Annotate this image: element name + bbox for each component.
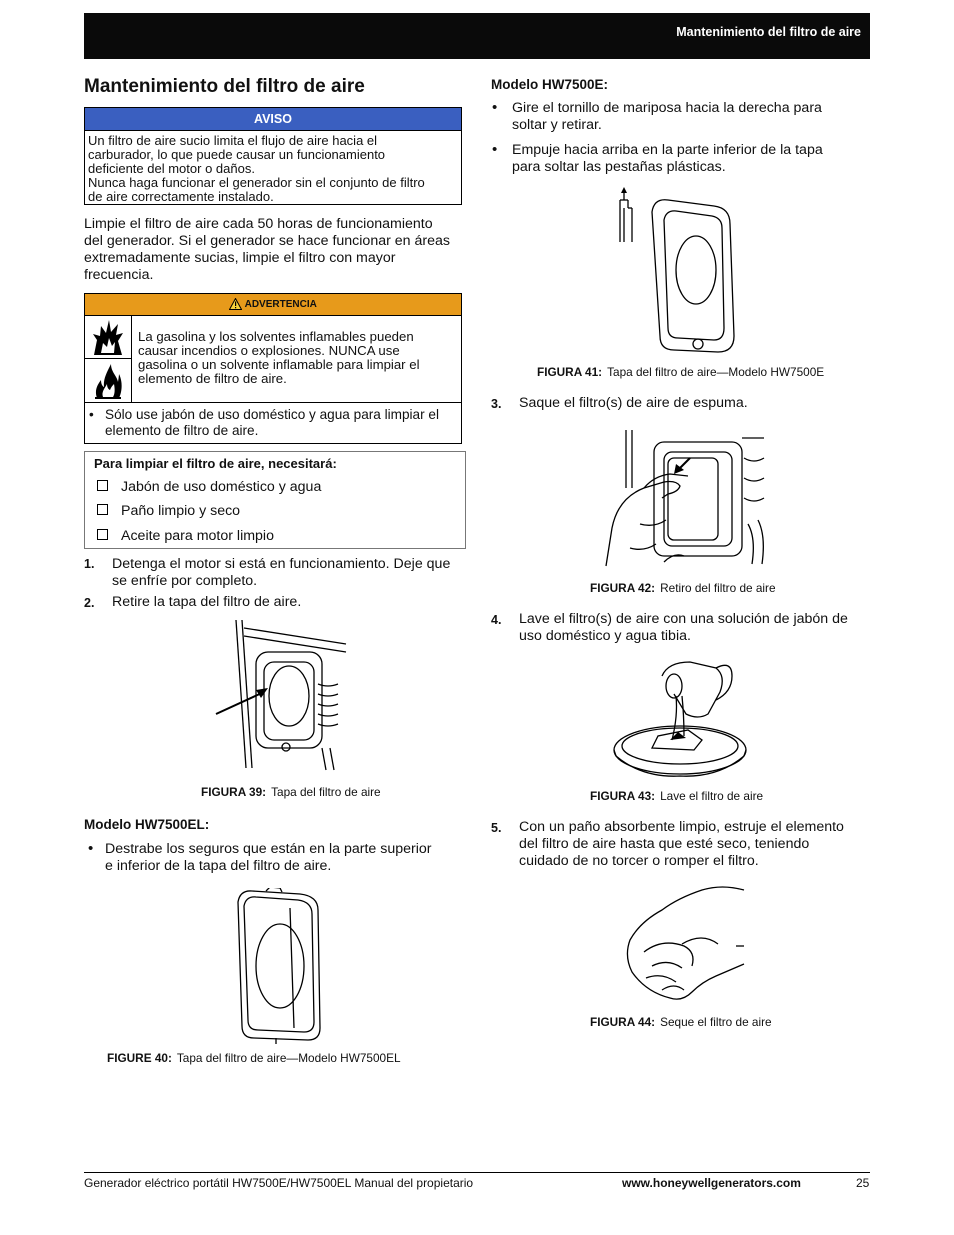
bullet-line: soltar y retirar. bbox=[512, 117, 602, 133]
intro-line: del generador. Si el generador se hace funcionar en áreas bbox=[84, 233, 450, 249]
step-number: 5. bbox=[491, 821, 502, 835]
step-line: Lave el filtro(s) de aire con una solución de jabón de bbox=[519, 611, 848, 627]
step-4-text bbox=[519, 611, 869, 645]
figure-39-illustration bbox=[214, 618, 348, 774]
caption-text: Retiro del filtro de aire bbox=[660, 581, 776, 595]
caption-label: FIGURE 40: bbox=[107, 1051, 172, 1065]
figure-41-illustration bbox=[612, 186, 752, 358]
step-number: 2. bbox=[84, 596, 95, 610]
supply-item bbox=[97, 528, 274, 544]
bullet-line: para soltar las pestañas plásticas. bbox=[512, 159, 726, 175]
warning-header bbox=[85, 294, 461, 316]
supply-item bbox=[97, 479, 321, 495]
step-line: del filtro de aire hasta que esté seco, teniendo bbox=[519, 836, 810, 852]
caption-text: Tapa del filtro de aire—Modelo HW7500EL bbox=[176, 1051, 401, 1065]
header-title: Mantenimiento del filtro de aire bbox=[676, 25, 861, 39]
model-el-bullet bbox=[105, 841, 465, 875]
model-e-heading: Modelo HW7500E: bbox=[491, 77, 609, 92]
notice-text-line: de aire correctamente instalado. bbox=[88, 189, 274, 204]
warning-text-line: causar incendios o explosiones. NUNCA use bbox=[138, 343, 400, 358]
step-2-text: Retire la tapa del filtro de aire. bbox=[112, 594, 302, 610]
notice-text-line: carburador, lo que puede causar un funcionamiento bbox=[88, 147, 386, 162]
notice-text-line: Un filtro de aire sucio limita el flujo de aire hacia el bbox=[88, 133, 378, 148]
warning-text-line: gasolina o un solvente inflamable para limpiar el bbox=[138, 357, 420, 372]
figure-39-caption bbox=[201, 785, 381, 799]
checkbox-icon bbox=[97, 529, 108, 540]
figure-41-caption bbox=[537, 365, 824, 379]
caption-label: FIGURA 39: bbox=[201, 785, 267, 799]
checkbox-icon bbox=[97, 480, 108, 491]
supply-item bbox=[97, 503, 240, 519]
caption-text: Tapa del filtro de aire—Modelo HW7500E bbox=[607, 365, 825, 379]
bullet-line: Empuje hacia arriba en la parte inferior de la tapa bbox=[512, 142, 823, 158]
warning-text-line: elemento de filtro de aire. bbox=[138, 371, 287, 386]
checkbox-icon bbox=[97, 504, 108, 515]
notice-body bbox=[85, 131, 461, 204]
bullet-dot: • bbox=[492, 99, 498, 116]
caption-label: FIGURA 42: bbox=[590, 581, 656, 595]
bullet-dot: • bbox=[492, 141, 498, 158]
supply-item-label: Jabón de uso doméstico y agua bbox=[121, 479, 322, 495]
warning-icons bbox=[85, 316, 132, 402]
figure-43-caption bbox=[590, 789, 763, 803]
caption-label: FIGURA 44: bbox=[590, 1015, 656, 1029]
model-e-bullet-1 bbox=[512, 100, 862, 134]
warning-text bbox=[138, 330, 456, 386]
page-number: 25 bbox=[856, 1176, 870, 1190]
warning-label: ADVERTENCIA bbox=[244, 299, 317, 310]
explosion-icon bbox=[85, 316, 131, 359]
step-line: cuidado de no torcer o romper el filtro. bbox=[519, 853, 759, 869]
warning-text-line: La gasolina y los solventes inflamables pueden bbox=[138, 329, 414, 344]
step-line: Con un paño absorbente limpio, estruje el elemento bbox=[519, 819, 844, 835]
notice-text-line: deficiente del motor o daños. bbox=[88, 161, 255, 176]
step-1-text bbox=[112, 556, 467, 590]
figure-43-illustration bbox=[612, 656, 748, 778]
figure-44-caption bbox=[590, 1015, 772, 1029]
bullet-line: Gire el tornillo de mariposa hacia la derecha para bbox=[512, 100, 822, 116]
intro-paragraph bbox=[84, 216, 464, 284]
warning-box bbox=[84, 293, 462, 444]
model-el-heading: Modelo HW7500EL: bbox=[84, 817, 210, 832]
bullet-line: Destrabe los seguros que están en la parte superior bbox=[105, 841, 432, 857]
bullet-dot: • bbox=[88, 840, 94, 857]
warning-bullet bbox=[85, 402, 461, 442]
notice-label: AVISO bbox=[85, 108, 461, 131]
caption-text: Lave el filtro de aire bbox=[660, 789, 764, 803]
intro-line: frecuencia. bbox=[84, 267, 154, 283]
warning-bullet-line: Sólo use jabón de uso doméstico y agua para limpiar el bbox=[105, 407, 440, 422]
model-e-bullet-2 bbox=[512, 142, 862, 176]
footer-website-link[interactable]: www.honeywellgenerators.com bbox=[622, 1176, 801, 1190]
notice-box bbox=[84, 107, 462, 205]
step-number: 3. bbox=[491, 397, 502, 411]
figure-40-caption bbox=[107, 1051, 401, 1065]
supply-item-label: Aceite para motor limpio bbox=[121, 528, 274, 544]
supplies-title: Para limpiar el filtro de aire, necesitará: bbox=[94, 456, 337, 471]
header-bar bbox=[84, 13, 870, 59]
figure-44-illustration bbox=[622, 882, 746, 1006]
fire-icon bbox=[85, 359, 131, 402]
figure-40-illustration bbox=[230, 888, 326, 1046]
step-5-text bbox=[519, 819, 869, 870]
warning-bullet-line: elemento de filtro de aire. bbox=[105, 423, 259, 438]
bullet-line: e inferior de la tapa del filtro de aire. bbox=[105, 858, 332, 874]
footer-manual-title: Generador eléctrico portátil HW7500E/HW7500EL Manual del propietario bbox=[84, 1176, 474, 1190]
notice-text-line: Nunca haga funcionar el generador sin el conjunto de filtro bbox=[88, 175, 425, 190]
caption-label: FIGURA 43: bbox=[590, 789, 656, 803]
supplies-box bbox=[84, 451, 466, 549]
intro-line: Limpie el filtro de aire cada 50 horas de funcionamiento bbox=[84, 216, 433, 232]
footer-rule bbox=[84, 1172, 870, 1173]
caption-text: Seque el filtro de aire bbox=[660, 1015, 772, 1029]
supply-item-label: Paño limpio y seco bbox=[121, 503, 241, 519]
step-line: se enfríe por completo. bbox=[112, 573, 258, 589]
figure-42-caption bbox=[590, 581, 776, 595]
caption-label: FIGURA 41: bbox=[537, 365, 603, 379]
intro-line: extremadamente sucias, limpie el filtro con mayor bbox=[84, 250, 396, 266]
step-line: uso doméstico y agua tibia. bbox=[519, 628, 691, 644]
step-number: 1. bbox=[84, 557, 95, 571]
section-title: Mantenimiento del filtro de aire bbox=[84, 76, 365, 97]
caption-text: Tapa del filtro de aire bbox=[271, 785, 381, 799]
step-number: 4. bbox=[491, 613, 502, 627]
figure-42-illustration bbox=[604, 428, 768, 570]
step-3-text: Saque el filtro(s) de aire de espuma. bbox=[519, 395, 748, 411]
bullet-dot: • bbox=[89, 407, 94, 422]
step-line: Detenga el motor si está en funcionamiento. Deje que bbox=[112, 556, 451, 572]
warning-triangle-icon bbox=[229, 298, 242, 310]
